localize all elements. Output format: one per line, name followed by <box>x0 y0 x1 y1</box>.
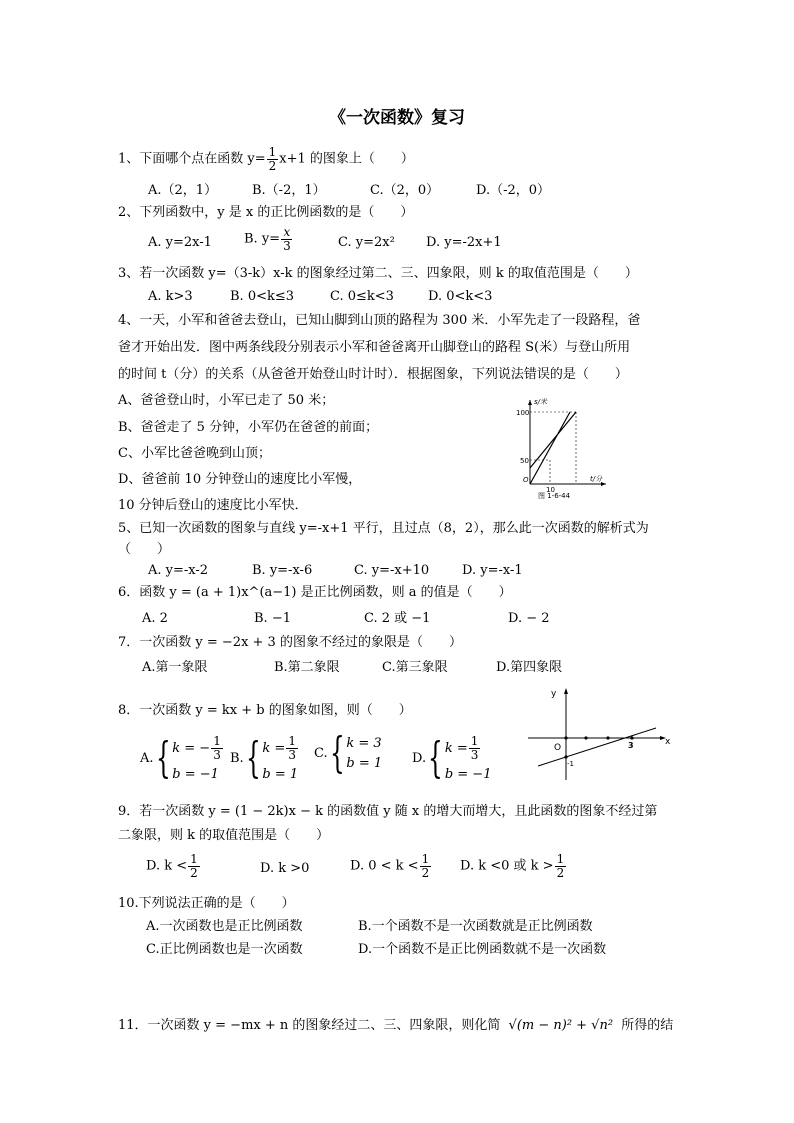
q1-option-b[interactable]: B.（-2，1） <box>252 183 326 198</box>
q8-a-k: k = − <box>172 740 211 756</box>
question-1-stem <box>118 146 414 172</box>
q8-a-fraction <box>211 735 223 761</box>
q8-a-num: 1 <box>213 734 221 749</box>
page-title: 《一次函数》复习 <box>329 108 465 128</box>
q6-option-a[interactable]: A. 2 <box>142 611 168 626</box>
q2-option-d[interactable]: D. y=-2x+1 <box>426 235 502 250</box>
q11-radical-expression: √(m − n)² + √n² <box>508 1018 614 1033</box>
q8-c-b: b = 1 <box>346 755 383 771</box>
q8-a-brace: { <box>155 733 171 782</box>
q3-option-b[interactable]: B. 0<k≤3 <box>230 289 295 304</box>
q9-a-num: 1 <box>190 852 198 866</box>
q4-origin: O <box>523 476 529 484</box>
question-10-stem: 10.下列说法正确的是（ ） <box>118 896 295 911</box>
q4-tick-100: 100 <box>516 409 530 417</box>
q4-option-a[interactable]: A、爸爸登山时，小军已走了 50 米； <box>118 393 335 408</box>
q11-suffix: 所得的结 <box>621 1018 674 1033</box>
q8-d-label: D. <box>412 750 427 766</box>
q8-a-b: b = −1 <box>172 766 219 782</box>
q4-graph-figure <box>510 396 610 500</box>
q8-y-arrow <box>564 688 568 694</box>
q8-origin: O <box>554 743 562 753</box>
q3-option-c[interactable]: C. 0≤k<3 <box>330 289 394 304</box>
q4-tick-50: 50 <box>520 457 529 465</box>
q4-option-d[interactable]: D、爸爸前 10 分钟登山的速度比小军慢， <box>118 472 362 487</box>
q8-d-brace: { <box>428 733 443 782</box>
q6-option-d[interactable]: D. − 2 <box>508 611 550 626</box>
q10-option-c[interactable]: C.正比例函数也是一次函数 <box>146 942 303 957</box>
q9-c-den: 2 <box>421 865 430 880</box>
question-4-line-2: 爸才开始出发．图中两条线段分别表示小军和爸爸离开山脚登山的路程 S(米）与登山所用 <box>118 340 631 355</box>
q8-option-b[interactable] <box>230 732 299 784</box>
question-4-line-1: 4、一天，小军和爸爸去登山，已知山脚到山顶的路程为 300 米．小军先走了一段路程，爸 <box>118 313 641 328</box>
question-9-line-2: 二象限，则 k 的取值范围是（ ） <box>118 828 330 843</box>
q7-option-d[interactable]: D.第四象限 <box>496 660 563 675</box>
question-3-stem: 3、若一次函数 y=（3-k）x-k 的图象经过第二、三、四象限，则 k 的取值范围是（ ） <box>118 266 638 281</box>
q1-fraction <box>267 146 279 172</box>
q3-option-d[interactable]: D. 0<k<3 <box>428 289 493 304</box>
q8-x-tick-3: 3 <box>628 741 634 750</box>
q5-option-b[interactable]: B. y=-x-6 <box>252 563 313 578</box>
q1-prefix: 1、下面哪个点在函数 y= <box>118 151 266 167</box>
q9-a-den: 2 <box>190 865 198 880</box>
q5-option-c[interactable]: C. y=-x+10 <box>354 563 430 578</box>
q9-d-fraction <box>555 853 567 879</box>
q8-option-d[interactable] <box>412 732 491 784</box>
q8-point-3 <box>630 736 633 739</box>
q2-option-b-prefix: B. y= <box>244 231 281 247</box>
q8-graph-figure <box>524 684 674 784</box>
q8-b-den: 3 <box>288 747 296 762</box>
q1-frac-den: 2 <box>268 158 277 173</box>
q8-b-label: B. <box>230 750 244 766</box>
q8-b-b: b = 1 <box>262 766 299 782</box>
q2-option-c[interactable]: C. y=2x² <box>338 235 395 250</box>
q7-option-c[interactable]: C.第三象限 <box>382 660 448 675</box>
question-4-line-3: 的时间 t（分）的关系（从爸爸开始登山时计时）．根据图象，下列说法错误的是（ ） <box>118 367 628 382</box>
q4-tick-10: 10 <box>546 486 555 494</box>
q8-option-c[interactable] <box>314 728 383 777</box>
q8-point-2 <box>606 736 609 739</box>
q1-frac-num: 1 <box>268 145 277 159</box>
q8-y-label: y <box>551 689 557 699</box>
q8-c-label: C. <box>314 745 328 761</box>
q8-b-fraction <box>286 735 298 761</box>
q11-prefix: 11．一次函数 y = −mx + n 的图象经过二、三、四象限，则化简 <box>118 1018 501 1033</box>
q1-option-c[interactable]: C.（2，0） <box>370 183 440 198</box>
q9-option-d[interactable] <box>460 853 567 879</box>
q8-y-tick-minus-1: -1 <box>567 760 574 768</box>
q4-y-arrow <box>528 400 532 405</box>
q8-d-num: 1 <box>470 734 479 749</box>
q9-c-prefix: D. 0 < k < <box>350 858 419 874</box>
q1-suffix: x+1 的图象上（ ） <box>279 151 414 167</box>
q9-a-fraction <box>188 853 200 879</box>
q2-option-a[interactable]: A. y=2x-1 <box>148 235 212 250</box>
q8-c-brace: { <box>329 728 345 777</box>
question-8-stem: 8．一次函数 y = kx + b 的图象如图，则（ ） <box>118 703 412 718</box>
q10-option-b[interactable]: B.一个函数不是一次函数就是正比例函数 <box>358 919 593 934</box>
q10-option-a[interactable]: A.一次函数也是正比例函数 <box>146 919 303 934</box>
question-9-line-1: 9．若一次函数 y = (1 − 2k)x − k 的函数值 y 随 x 的增大而增大，且此函数的图象不经过第 <box>118 804 658 819</box>
q4-y-label: s/米 <box>534 398 548 406</box>
q6-option-b[interactable]: B. −1 <box>254 611 291 626</box>
q4-line-son <box>530 412 576 468</box>
q8-d-k: k = <box>444 740 468 756</box>
q10-option-d[interactable]: D.一个函数不是正比例函数就不是一次函数 <box>358 942 607 957</box>
question-2-stem: 2、下列函数中，y 是 x 的正比例函数的是（ ） <box>118 205 414 220</box>
q9-d-num: 1 <box>556 852 565 866</box>
q8-a-den: 3 <box>213 747 221 762</box>
question-6-stem: 6．函数 y = (a + 1)x^(a−1) 是正比例函数，则 a 的值是（ ） <box>118 585 512 600</box>
q8-d-fraction <box>469 735 481 761</box>
q8-b-k: k = <box>262 740 286 756</box>
q7-option-b[interactable]: B.第二象限 <box>274 660 340 675</box>
q1-option-a[interactable]: A.（2，1） <box>148 183 218 198</box>
q6-option-c[interactable]: C. 2 或 −1 <box>364 611 431 626</box>
question-5-line-1: 5、已知一次函数的图象与直线 y=-x+1 平行，且过点（8，2），那么此一次函数的解析式为 <box>118 521 649 536</box>
q9-d-prefix: D. k <0 或 k > <box>460 858 554 874</box>
q9-c-fraction <box>420 853 432 879</box>
q2-b-den: 3 <box>283 238 291 253</box>
q8-b-num: 1 <box>288 734 296 749</box>
q2-b-num: x <box>283 225 291 239</box>
q1-option-d[interactable]: D.（-2，0） <box>476 183 551 198</box>
q8-d-den: 3 <box>470 747 479 762</box>
question-11-stem <box>118 1019 673 1032</box>
q9-option-a[interactable] <box>146 853 201 879</box>
q8-b-brace: { <box>245 733 261 782</box>
q8-point-origin <box>564 736 567 739</box>
q4-x-label: t/分 <box>590 475 603 483</box>
q4-option-b[interactable]: B、爸爸走了 5 分钟，小军仍在爸爸的前面； <box>118 420 379 435</box>
q9-option-b[interactable]: D. k >0 <box>260 861 310 876</box>
q9-option-c[interactable] <box>350 853 432 879</box>
question-7-stem: 7．一次函数 y = −2x + 3 的图象不经过的象限是（ ） <box>118 635 462 650</box>
q4-option-c[interactable]: C、小军比爸爸晚到山顶； <box>118 446 271 461</box>
q5-option-d[interactable]: D. y=-x-1 <box>462 563 523 578</box>
question-5-line-2: （ ） <box>118 542 171 557</box>
q8-d-b: b = −1 <box>444 766 492 782</box>
q3-option-a[interactable]: A. k>3 <box>148 289 193 304</box>
q2-option-b[interactable] <box>244 226 294 252</box>
q8-point-y-intercept <box>564 755 567 758</box>
q9-a-prefix: D. k < <box>146 858 188 874</box>
q8-point-1 <box>584 736 587 739</box>
q8-c-k: k = 3 <box>346 735 382 751</box>
q8-x-label: x <box>665 737 671 747</box>
q4-figure-caption: 图 1-6-44 <box>538 492 571 500</box>
q5-option-a[interactable]: A. y=-x-2 <box>148 563 209 578</box>
q2-option-b-fraction <box>281 226 293 252</box>
q8-a-label: A. <box>140 750 154 766</box>
q8-option-a[interactable] <box>140 732 224 784</box>
q9-d-den: 2 <box>556 865 565 880</box>
q9-c-num: 1 <box>421 852 430 866</box>
q4-option-d-continued: 10 分钟后登山的速度比小军快． <box>118 498 308 513</box>
q7-option-a[interactable]: A.第一象限 <box>142 660 208 675</box>
